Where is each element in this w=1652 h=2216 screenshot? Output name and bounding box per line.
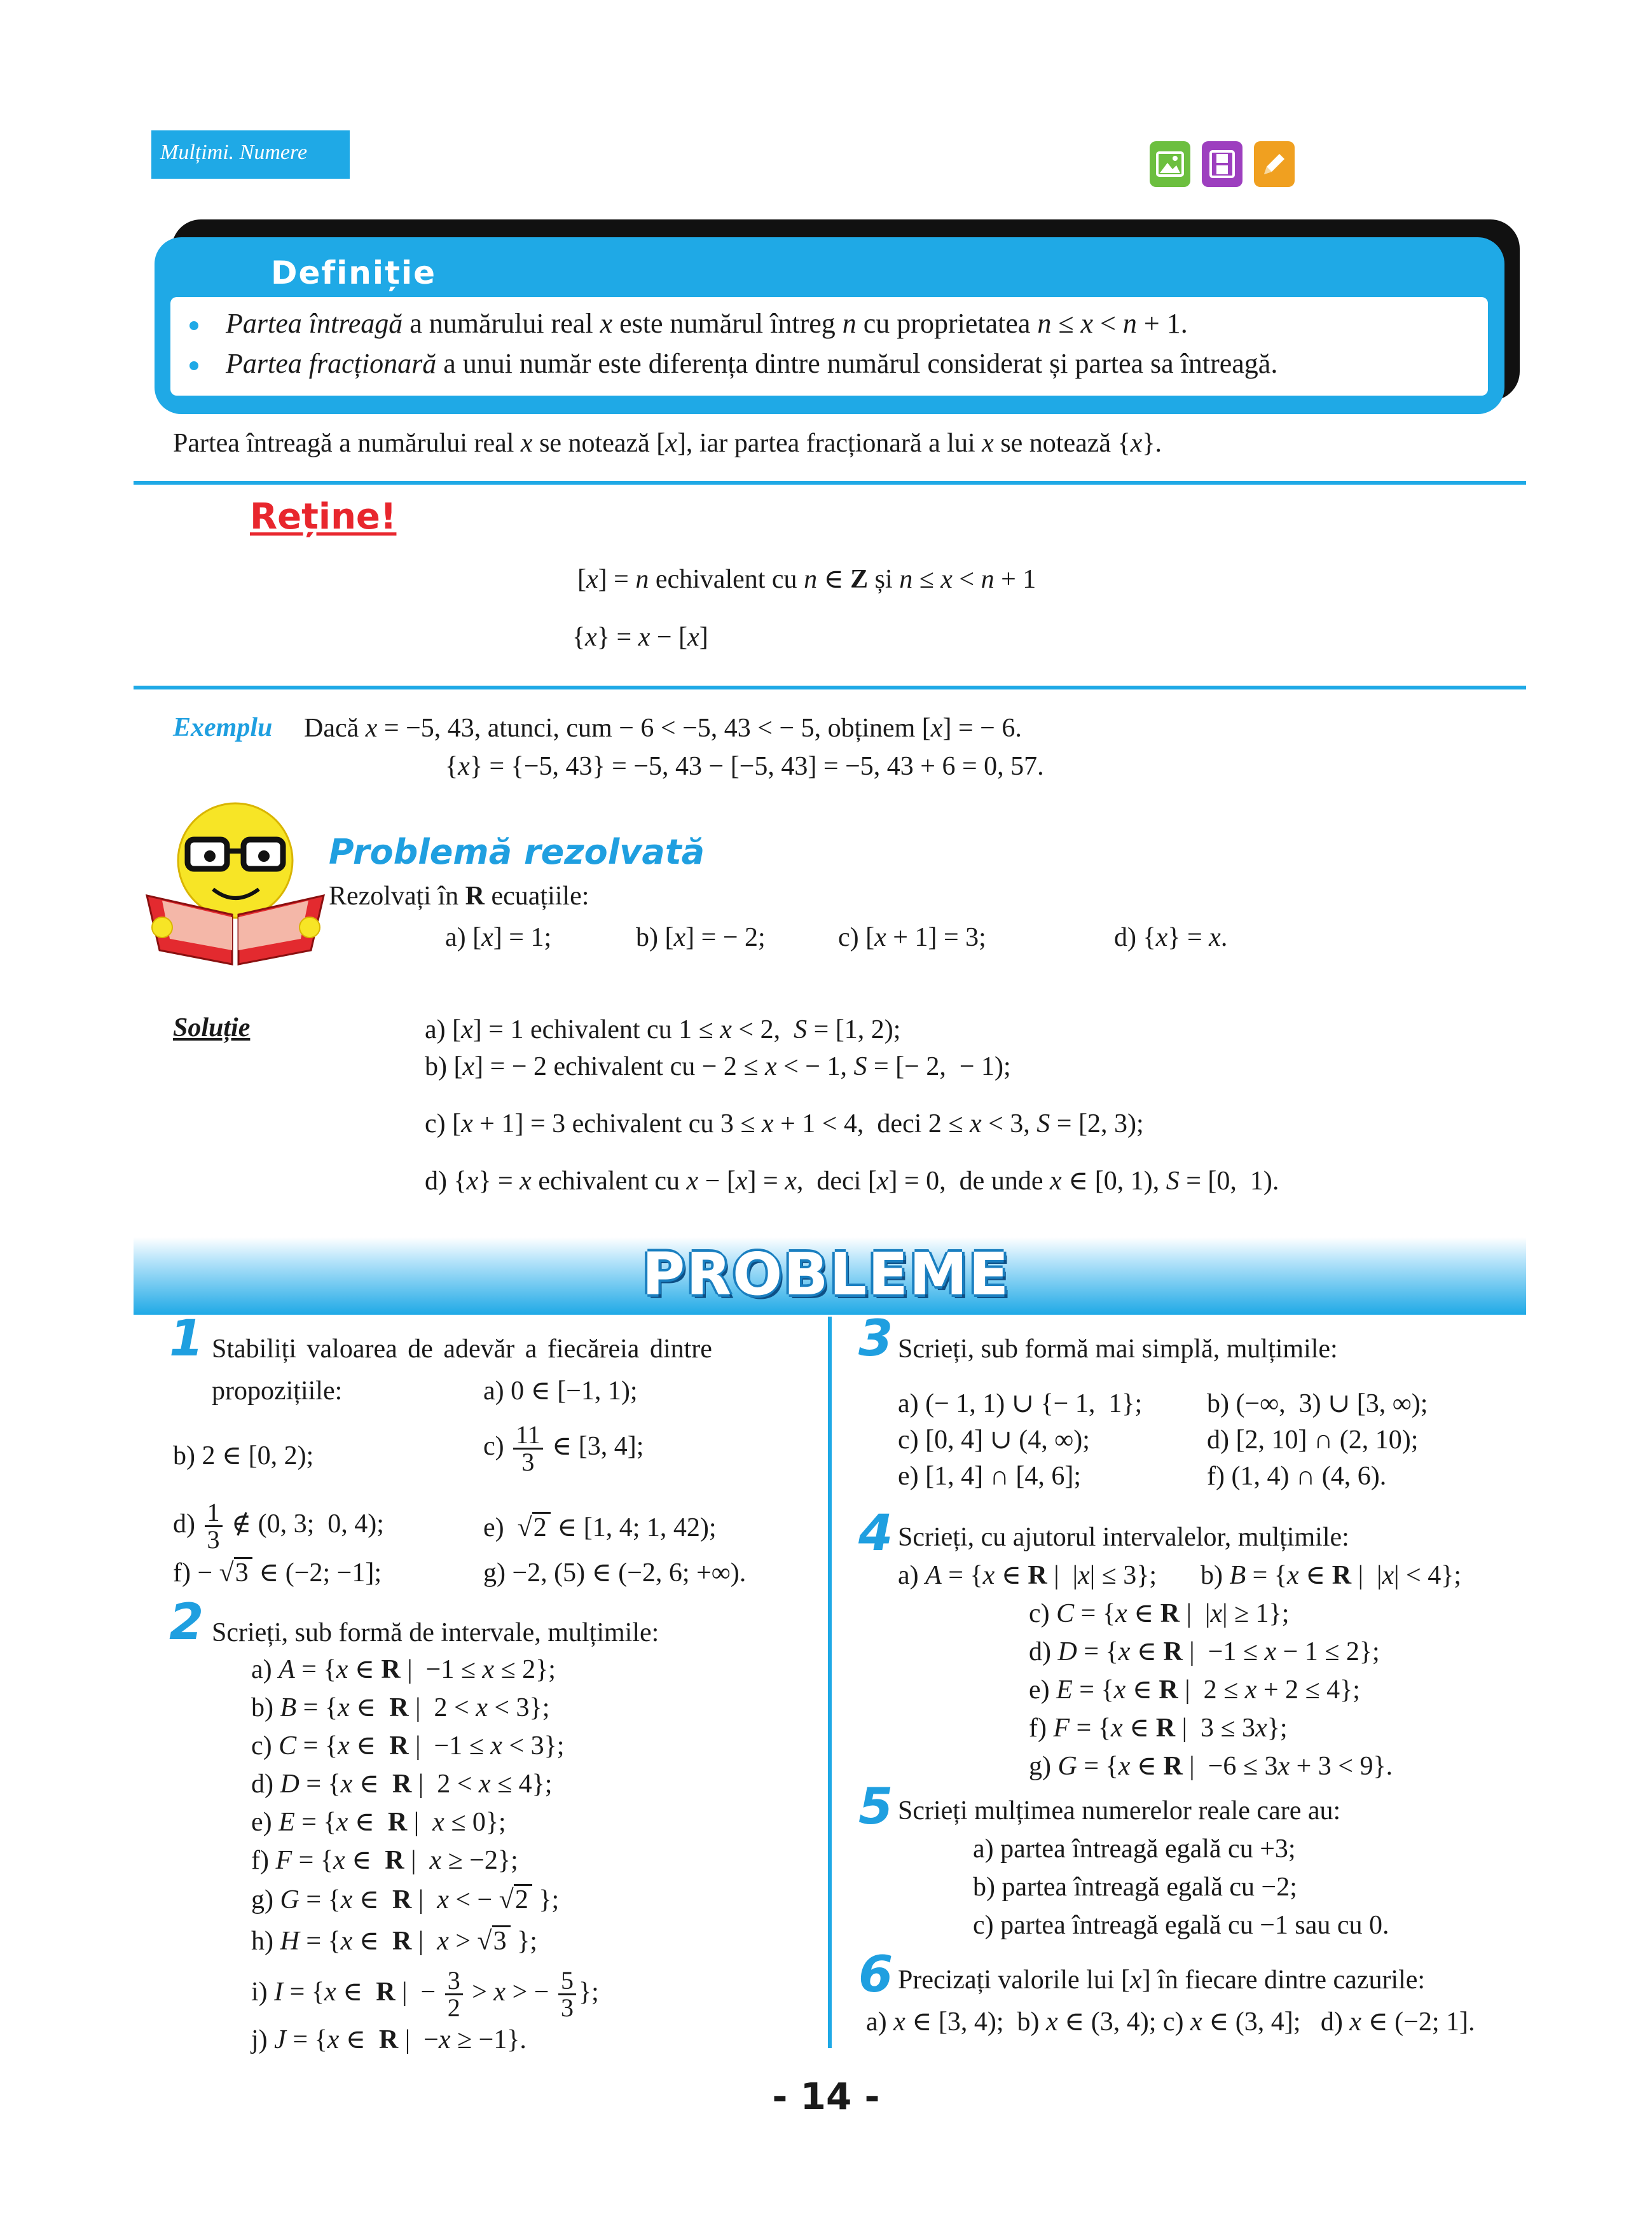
problem-2-g: g) G = {x ∈ R | x < − √2 }; bbox=[251, 1885, 560, 1915]
problem-1-d: d) $\frac{1}{3}$ ∉ (0, 3; 0, 4); bbox=[173, 1498, 384, 1554]
problem-1-f: f) − √3 ∈ (−2; −1]; bbox=[173, 1558, 382, 1588]
reading-smiley-illustration bbox=[143, 800, 327, 966]
problem-2-h: h) H = {x ∈ R | x > √3 }; bbox=[251, 1927, 537, 1956]
definition-item-2 bbox=[226, 345, 1277, 382]
problem-4-g: g) G = {x ∈ R | −6 ≤ 3x + 3 < 9}. bbox=[1029, 1752, 1393, 1781]
problem-3-f: f) (1, 4) ∩ (4, 6). bbox=[1207, 1462, 1387, 1491]
bullet bbox=[189, 361, 198, 370]
notation-text: Partea întreagă a numărului real bbox=[173, 429, 514, 458]
problem-3-c: c) [0, 4] ∪ (4, ∞); bbox=[898, 1425, 1090, 1455]
divider bbox=[134, 686, 1526, 689]
problem-number-2: 2 bbox=[169, 1594, 204, 1651]
problem-2-i: i) I = {x ∈ R | − $\frac{3}{2}$ > x > − $\frac{5}{3}$ }; bbox=[251, 1966, 599, 2022]
problem-1-g: g) −2, (5) ∈ (−2, 6; +∞). bbox=[483, 1558, 747, 1588]
definition-title: Definiție bbox=[271, 254, 436, 291]
equation-d: d) {x} = x. bbox=[1114, 923, 1228, 952]
problem-4-d: d) D = {x ∈ R | −1 ≤ x − 1 ≤ 2}; bbox=[1029, 1637, 1380, 1666]
solution-label: Soluție bbox=[173, 1013, 251, 1042]
problem-1-statement: Stabiliți valoarea de adevăr a fiecăreia dintre bbox=[212, 1334, 712, 1364]
problem-5-c: c) partea întreagă egală cu −1 sau cu 0. bbox=[973, 1911, 1389, 1940]
problem-5-b: b) partea întreagă egală cu −2; bbox=[973, 1873, 1297, 1902]
example-line-2: {x} = {−5, 43} = −5, 43 − [−5, 43] = −5, 43 + 6 = 0, 57. bbox=[445, 752, 1044, 781]
problem-4-c: c) C = {x ∈ R | |x| ≥ 1}; bbox=[1029, 1599, 1290, 1628]
chapter-tag bbox=[151, 130, 350, 179]
solution-a: a) [x] = 1 echivalent cu 1 ≤ x < 2, S = [1, 2); bbox=[425, 1015, 901, 1044]
solution-d: d) {x} = x echivalent cu x − [x] = x, deci [x] = 0, de unde x ∈ [0, 1), S = [0, 1). bbox=[425, 1167, 1279, 1196]
problem-4-statement: Scrieți, cu ajutorul intervalelor, mulțimile: bbox=[898, 1523, 1349, 1552]
problem-4-f: f) F = {x ∈ R | 3 ≤ 3x}; bbox=[1029, 1714, 1288, 1743]
retine-title: Reține! bbox=[250, 496, 397, 537]
problem-number-6: 6 bbox=[858, 1946, 893, 2004]
problem-4-b: b) B = {x ∈ R | |x| < 4}; bbox=[1201, 1561, 1462, 1590]
example-line-1: Dacă x = −5, 43, atunci, cum − 6 < −5, 43 < − 5, obținem [x] = − 6. bbox=[304, 714, 1022, 743]
notation-sentence: Partea întreagă a numărului real x se notează [x], iar partea fracționară a lui x se notează {x}. bbox=[173, 429, 1162, 458]
problem-1-e: e) √2 ∈ [1, 4; 1, 42); bbox=[483, 1513, 717, 1542]
definition-term-1: Partea întreagă bbox=[226, 308, 403, 339]
problem-5-statement: Scrieți mulțimea numerelor reale care au: bbox=[898, 1796, 1341, 1825]
column-divider bbox=[828, 1317, 832, 2048]
film-icon[interactable] bbox=[1202, 141, 1242, 187]
problem-1-a: a) 0 ∈ [−1, 1); bbox=[483, 1376, 638, 1406]
problem-2-statement: Scrieți, sub formă de intervale, mulțimile: bbox=[212, 1618, 659, 1647]
statement-end: ecuațiile: bbox=[491, 882, 589, 911]
problem-1-c: c) $\frac{11}{3}$ ∈ [3, 4]; bbox=[483, 1420, 644, 1476]
equation-a: a) [x] = 1; bbox=[445, 923, 552, 952]
image-icon[interactable] bbox=[1150, 141, 1190, 187]
problem-1-statement-cont: propozițiile: bbox=[212, 1376, 343, 1406]
equation-c: c) [x + 1] = 3; bbox=[838, 923, 986, 952]
page-number: - 14 - bbox=[772, 2075, 880, 2118]
problem-3-a: a) (− 1, 1) ∪ {− 1, 1}; bbox=[898, 1389, 1143, 1418]
equation-b: b) [x] = − 2; bbox=[636, 923, 766, 952]
problem-number-1: 1 bbox=[169, 1310, 204, 1368]
pencil-icon[interactable] bbox=[1254, 141, 1295, 187]
problem-1-b: b) 2 ∈ [0, 2); bbox=[173, 1441, 314, 1471]
definition-term-2: Partea fracționară bbox=[226, 348, 437, 379]
retine-formula-2: {x} = x − [x] bbox=[572, 623, 708, 652]
problem-2-f: f) F = {x ∈ R | x ≥ −2}; bbox=[251, 1846, 518, 1875]
problem-5-a: a) partea întreagă egală cu +3; bbox=[973, 1834, 1296, 1864]
problem-2-e: e) E = {x ∈ R | x ≤ 0}; bbox=[251, 1808, 506, 1837]
solution-b: b) [x] = − 2 echivalent cu − 2 ≤ x < − 1, S = [− 2, − 1); bbox=[425, 1052, 1011, 1081]
problem-2-j: j) J = {x ∈ R | −x ≥ −1}. bbox=[251, 2025, 527, 2054]
problem-4-a: a) A = {x ∈ R | |x| ≤ 3}; bbox=[898, 1561, 1157, 1590]
solved-problem-title: Problemă rezolvată bbox=[329, 832, 705, 872]
problem-3-d: d) [2, 10] ∩ (2, 10); bbox=[1207, 1425, 1419, 1455]
problem-6-cases: a) x ∈ [3, 4); b) x ∈ (3, 4); c) x ∈ (3, 4]; d) x ∈ (−2; 1]. bbox=[866, 2007, 1475, 2037]
problem-2-a: a) A = {x ∈ R | −1 ≤ x ≤ 2}; bbox=[251, 1655, 556, 1684]
problem-3-e: e) [1, 4] ∩ [4, 6]; bbox=[898, 1462, 1082, 1491]
chapter-tag-label: Mulțimi. Numere bbox=[160, 141, 308, 164]
definition-text-2: a unui număr este diferența dintre numărul considerat și partea sa întreagă. bbox=[443, 348, 1278, 379]
problem-4-e: e) E = {x ∈ R | 2 ≤ x + 2 ≤ 4}; bbox=[1029, 1675, 1360, 1705]
divider bbox=[134, 481, 1526, 485]
problem-number-5: 5 bbox=[858, 1778, 893, 1836]
solved-problem-statement: Rezolvați în R ecuațiile: bbox=[329, 882, 589, 911]
problem-2-d: d) D = {x ∈ R | 2 < x ≤ 4}; bbox=[251, 1769, 553, 1799]
solution-c: c) [x + 1] = 3 echivalent cu 3 ≤ x + 1 < 4, deci 2 ≤ x < 3, S = [2, 3); bbox=[425, 1109, 1144, 1139]
problem-number-3: 3 bbox=[858, 1310, 893, 1368]
problem-3-b: b) (−∞, 3) ∪ [3, ∞); bbox=[1207, 1389, 1428, 1418]
definition-text-1: a numărului real bbox=[410, 308, 593, 339]
bullet bbox=[189, 321, 198, 330]
example-label: Exemplu bbox=[173, 713, 273, 742]
problems-title: PROBLEME bbox=[642, 1240, 1010, 1308]
problem-number-4: 4 bbox=[858, 1505, 893, 1562]
definition-item-1: Partea întreagă a numărului real x este numărul întreg n cu proprietatea n ≤ x < n + 1. bbox=[226, 308, 1188, 339]
statement-text: Rezolvați în bbox=[329, 882, 459, 911]
problem-3-statement: Scrieți, sub formă mai simplă, mulțimile: bbox=[898, 1334, 1338, 1364]
retine-formula-1: [x] = n echivalent cu n ∈ Z și n ≤ x < n + 1 bbox=[577, 565, 1036, 594]
problem-2-c: c) C = {x ∈ R | −1 ≤ x < 3}; bbox=[251, 1731, 565, 1761]
problem-2-b: b) B = {x ∈ R | 2 < x < 3}; bbox=[251, 1693, 550, 1722]
problem-6-statement: Precizați valorile lui [x] în fiecare dintre cazurile: bbox=[898, 1965, 1426, 1995]
